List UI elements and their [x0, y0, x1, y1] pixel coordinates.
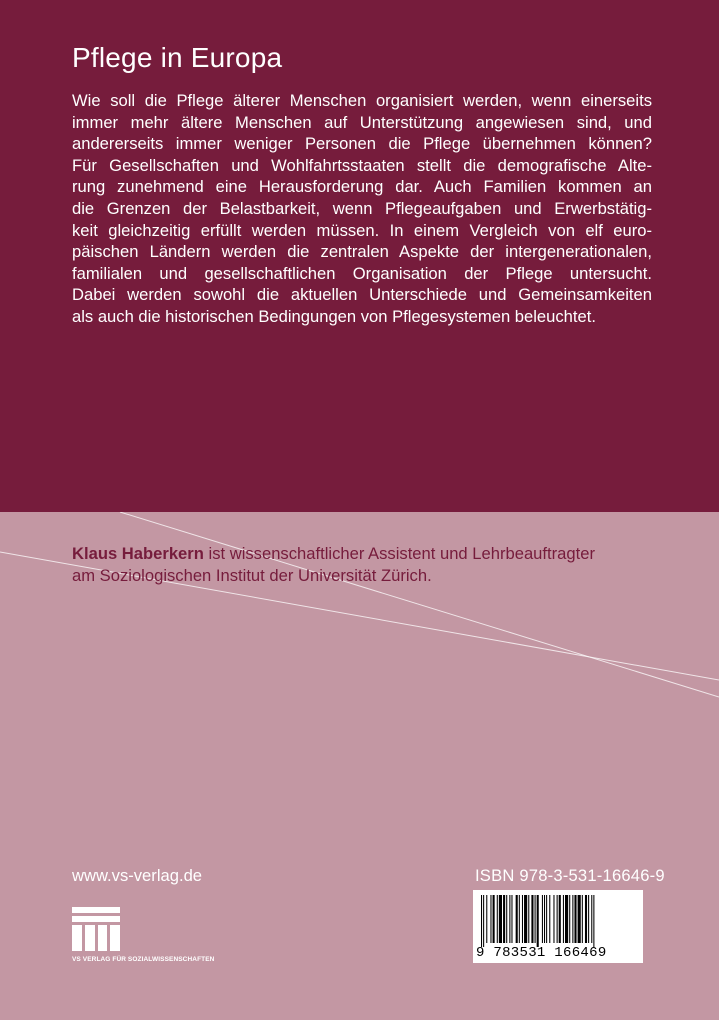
blurb-line: die Grenzen der Belastbarkeit, wenn Pflegeaufgaben und Erwerbstätig-: [72, 198, 652, 218]
blurb-line: Wie soll die Pflege älterer Menschen organisiert werden, wenn einerseits: [72, 91, 652, 110]
author-bio-text: am Soziologischen Institut der Universität Zürich.: [72, 565, 432, 585]
blurb-line: rung zunehmend eine Herausforderung dar. Auch Familien kommen an: [72, 177, 652, 197]
book-blurb: [72, 90, 652, 328]
author-bio-text: ist wissenschaftlicher Assistent und Lehrbeauftragter: [203, 544, 595, 563]
author-bio: [72, 543, 672, 586]
isbn-label: ISBN 978-3-531-16646-9: [475, 866, 665, 885]
barcode-bars: [481, 895, 635, 947]
publisher-logo-text: VS VERLAG FÜR SOZIALWISSENSCHAFTEN: [72, 956, 215, 963]
blurb-line: als auch die historischen Bedingungen von Pflegesystemen beleuchtet.: [72, 306, 596, 326]
blurb-line: keit gleichzeitig erfüllt werden müssen. In einem Vergleich von elf euro-: [72, 220, 652, 240]
blurb-line: Dabei werden sowohl die aktuellen Unterschiede und Gemeinsamkeiten: [72, 285, 652, 305]
blurb-line: immer mehr ältere Menschen auf Unterstützung angewiesen sind, und: [72, 112, 652, 132]
author-name: Klaus Haberkern: [72, 544, 204, 563]
blurb-line: Für Gesellschaften und Wohlfahrtsstaaten stellt die demografische Alte-: [72, 155, 652, 175]
barcode: [473, 890, 643, 963]
blurb-line: familialen und gesellschaftlichen Organisation der Pflege untersucht.: [72, 263, 652, 283]
barcode-digits: 9 783531 166469: [476, 945, 607, 961]
blurb-line: andererseits immer weniger Personen die Pflege übernehmen können?: [72, 134, 652, 154]
vs-verlag-logo-icon: [72, 907, 120, 951]
blurb-line: päischen Ländern werden die zentralen Aspekte der intergenerationalen,: [72, 242, 652, 262]
book-title: Pflege in Europa: [72, 42, 283, 73]
publisher-logo: [72, 907, 252, 967]
publisher-website[interactable]: www.vs-verlag.de: [72, 866, 203, 885]
